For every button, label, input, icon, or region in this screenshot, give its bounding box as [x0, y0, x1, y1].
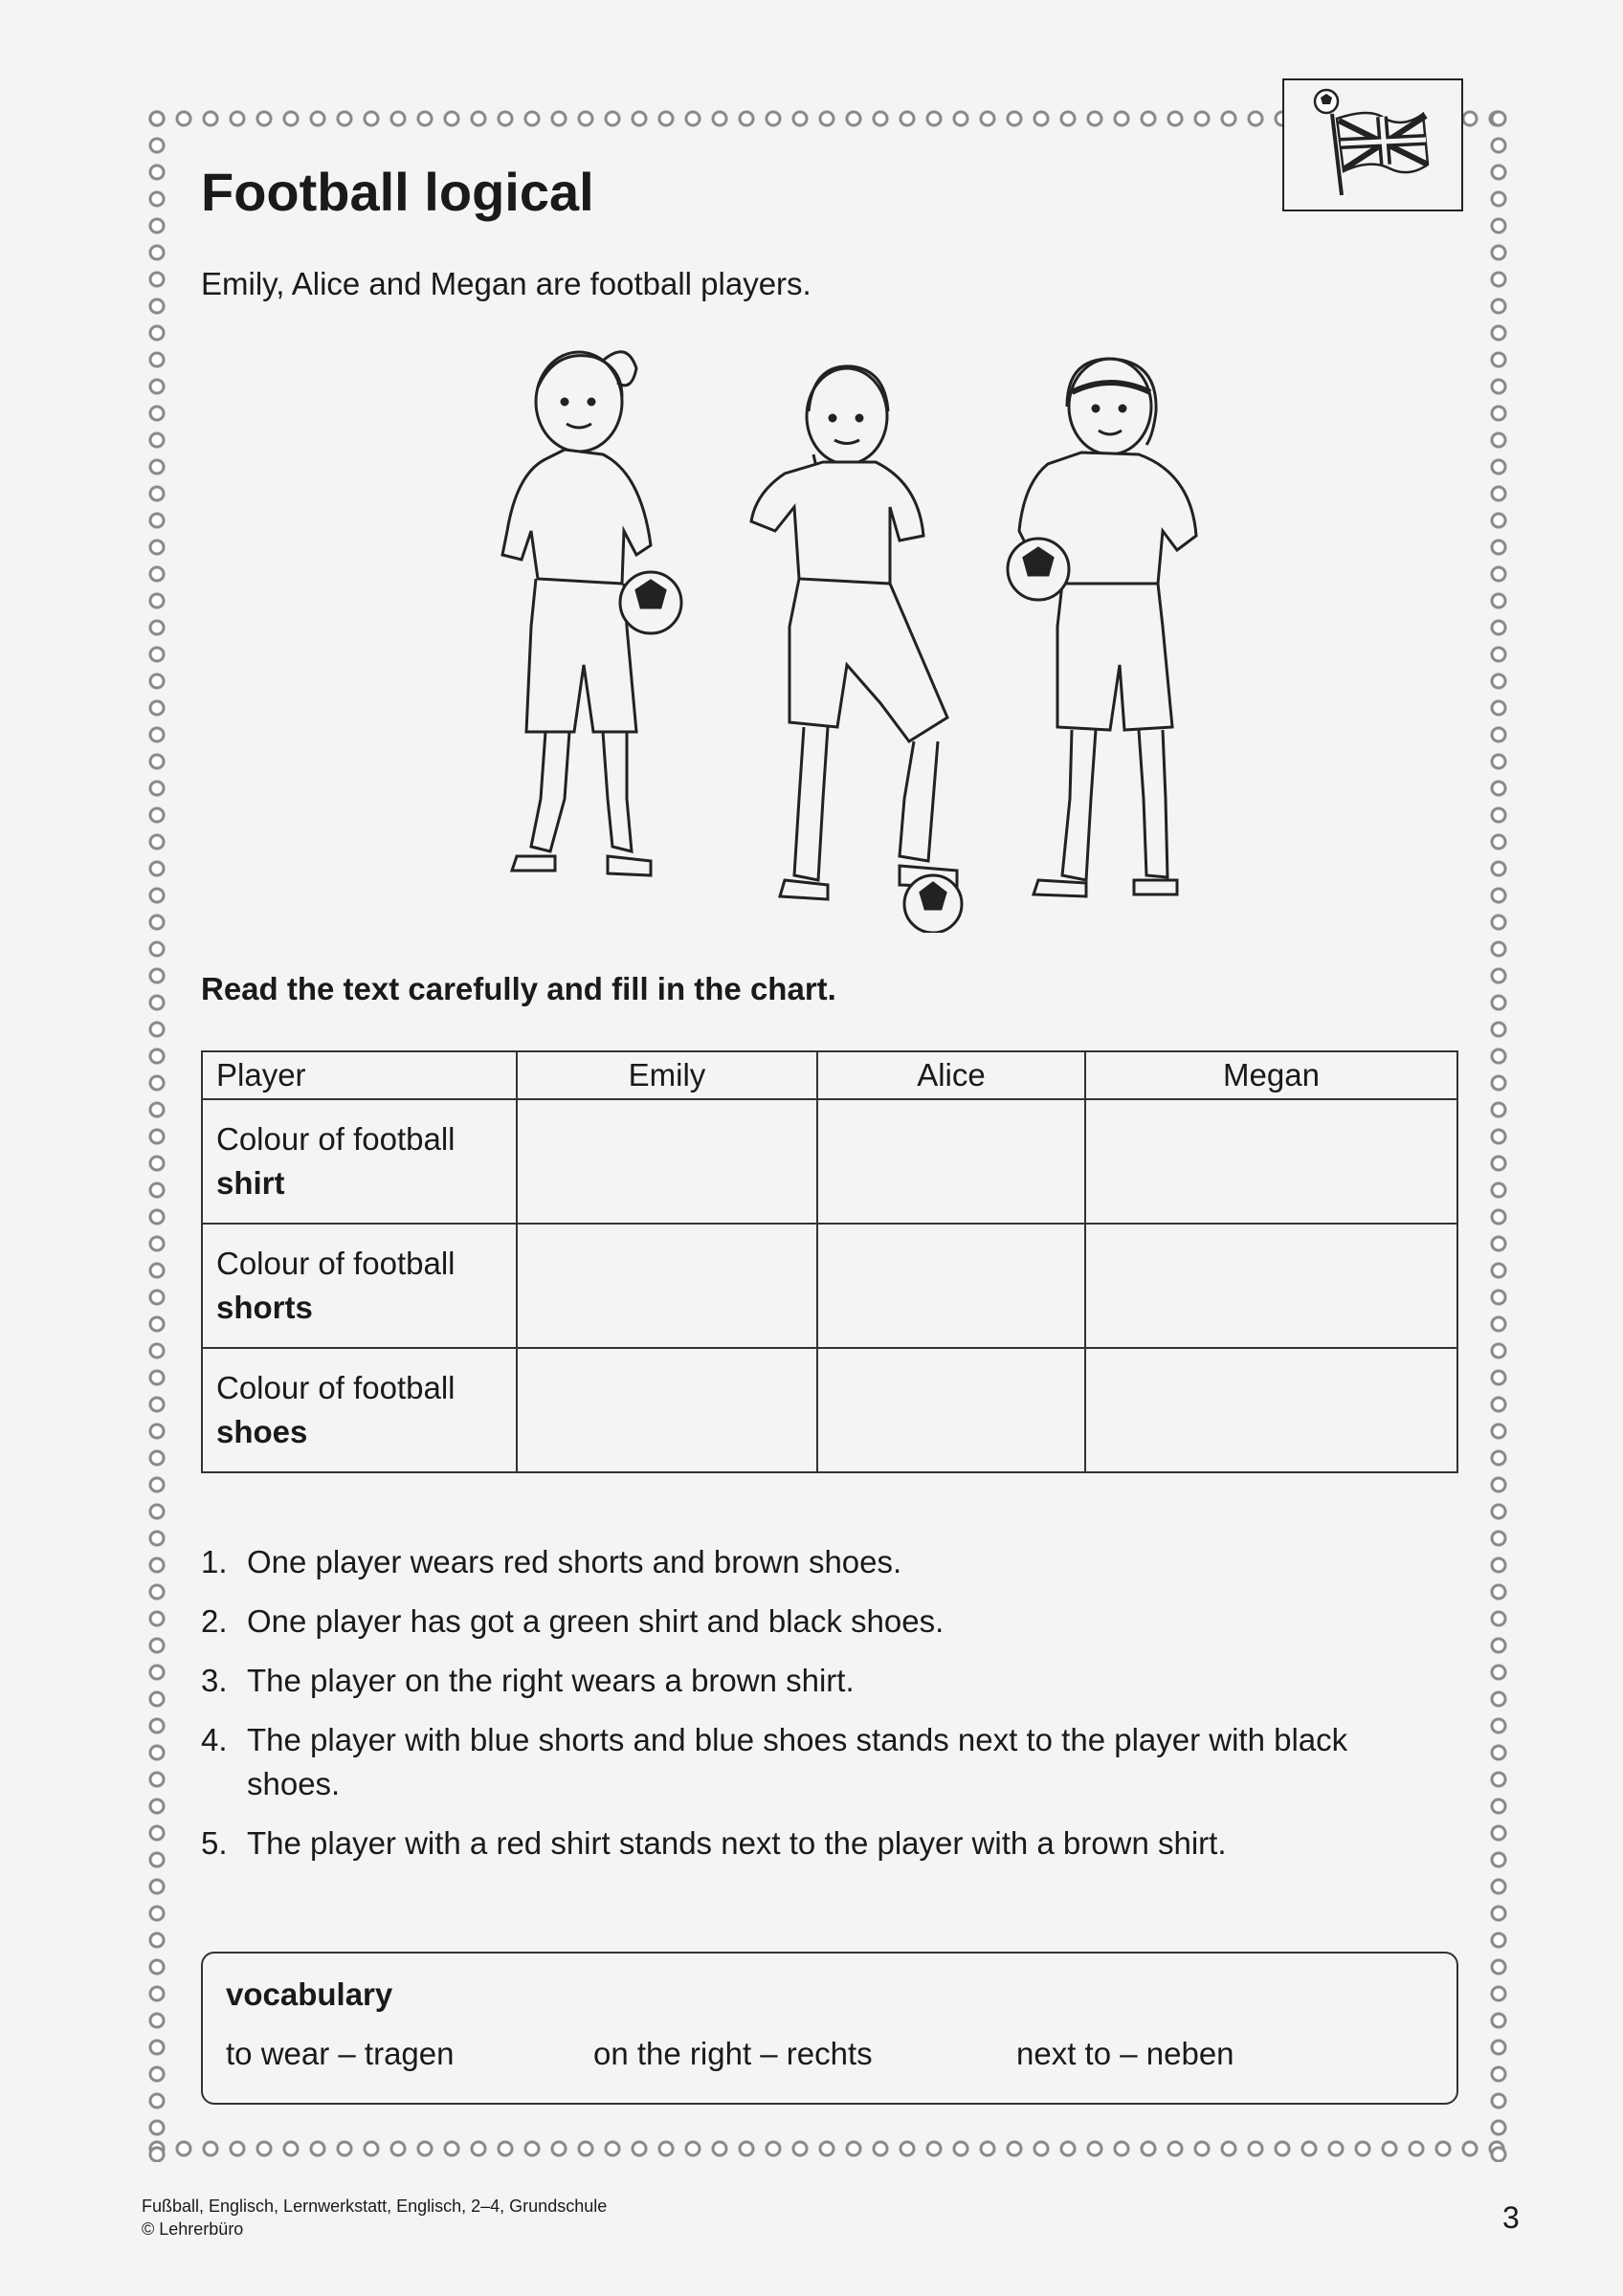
chart-header-megan: Megan — [1085, 1051, 1457, 1099]
chart-header-row — [202, 1051, 1457, 1099]
chart-row-label — [202, 1224, 517, 1348]
clue-text: One player has got a green shirt and black shoes. — [247, 1603, 945, 1639]
clue-number: 1. — [201, 1544, 228, 1579]
clue-item — [201, 1821, 1445, 1866]
clue-text: The player with blue shorts and blue shoes stands next to the player with black shoes. — [247, 1722, 1348, 1801]
chart-cell-alice-shirt[interactable] — [817, 1099, 1085, 1224]
chart-cell-megan-shorts[interactable] — [1085, 1224, 1457, 1348]
chart-cell-emily-shoes[interactable] — [517, 1348, 817, 1472]
vocabulary-box — [201, 1952, 1458, 2105]
chart-header-player: Player — [202, 1051, 517, 1099]
chart-cell-emily-shirt[interactable] — [517, 1099, 817, 1224]
intro-text: Emily, Alice and Megan are football players. — [201, 266, 812, 301]
chart-header-alice: Alice — [817, 1051, 1085, 1099]
chart-row-shirt — [202, 1099, 1457, 1224]
clue-item — [201, 1600, 1445, 1644]
page-number: 3 — [1502, 2200, 1520, 2235]
footer-line-1: Fußball, Englisch, Lernwerkstatt, Englisch, 2–4, Grundschule — [142, 2197, 608, 2216]
chart-cell-alice-shoes[interactable] — [817, 1348, 1085, 1472]
footer-line-2: © Lehrerbüro — [142, 2219, 244, 2239]
clue-number: 3. — [201, 1663, 228, 1698]
clue-item — [201, 1718, 1445, 1806]
player-alice-illustration — [751, 366, 962, 933]
vocabulary-item: to wear – tragen — [226, 2036, 455, 2071]
row-label-bold: shorts — [216, 1290, 313, 1325]
chart-header-emily: Emily — [517, 1051, 817, 1099]
uk-flag-icon — [1282, 78, 1463, 211]
football-border-right — [1485, 105, 1512, 2162]
logic-chart — [201, 1050, 1458, 1473]
chart-cell-alice-shorts[interactable] — [817, 1224, 1085, 1348]
chart-row-shoes — [202, 1348, 1457, 1472]
chart-cell-megan-shirt[interactable] — [1085, 1099, 1457, 1224]
chart-row-label — [202, 1099, 517, 1224]
clue-item — [201, 1540, 1445, 1584]
clue-text: The player on the right wears a brown shirt. — [247, 1663, 855, 1698]
clue-number: 5. — [201, 1825, 228, 1861]
football-border-left — [144, 105, 170, 2162]
vocabulary-item: on the right – rechts — [593, 2036, 873, 2071]
row-label-bold: shoes — [216, 1414, 308, 1449]
chart-cell-emily-shorts[interactable] — [517, 1224, 817, 1348]
footer-credits — [142, 2195, 607, 2241]
clue-text: The player with a red shirt stands next to the player with a brown shirt. — [247, 1825, 1227, 1861]
page-title: Football logical — [201, 162, 594, 222]
clue-number: 4. — [201, 1722, 228, 1757]
row-label-text: Colour of football — [216, 1121, 456, 1157]
row-label-text: Colour of football — [216, 1370, 456, 1405]
vocabulary-item: next to – neben — [1016, 2036, 1234, 2071]
chart-row-shorts — [202, 1224, 1457, 1348]
player-emily-illustration — [502, 352, 681, 875]
chart-cell-megan-shoes[interactable] — [1085, 1348, 1457, 1472]
player-megan-illustration — [1008, 359, 1196, 896]
clue-list — [201, 1540, 1445, 1881]
chart-row-label — [202, 1348, 517, 1472]
players-illustration — [450, 340, 1234, 933]
row-label-bold: shirt — [216, 1165, 285, 1201]
row-label-text: Colour of football — [216, 1246, 456, 1281]
football-border-bottom — [144, 2135, 1512, 2162]
vocabulary-heading: vocabulary — [226, 1976, 393, 2012]
clue-item — [201, 1659, 1445, 1703]
instruction-text: Read the text carefully and fill in the chart. — [201, 971, 836, 1006]
clue-number: 2. — [201, 1603, 228, 1639]
clue-text: One player wears red shorts and brown shoes. — [247, 1544, 902, 1579]
